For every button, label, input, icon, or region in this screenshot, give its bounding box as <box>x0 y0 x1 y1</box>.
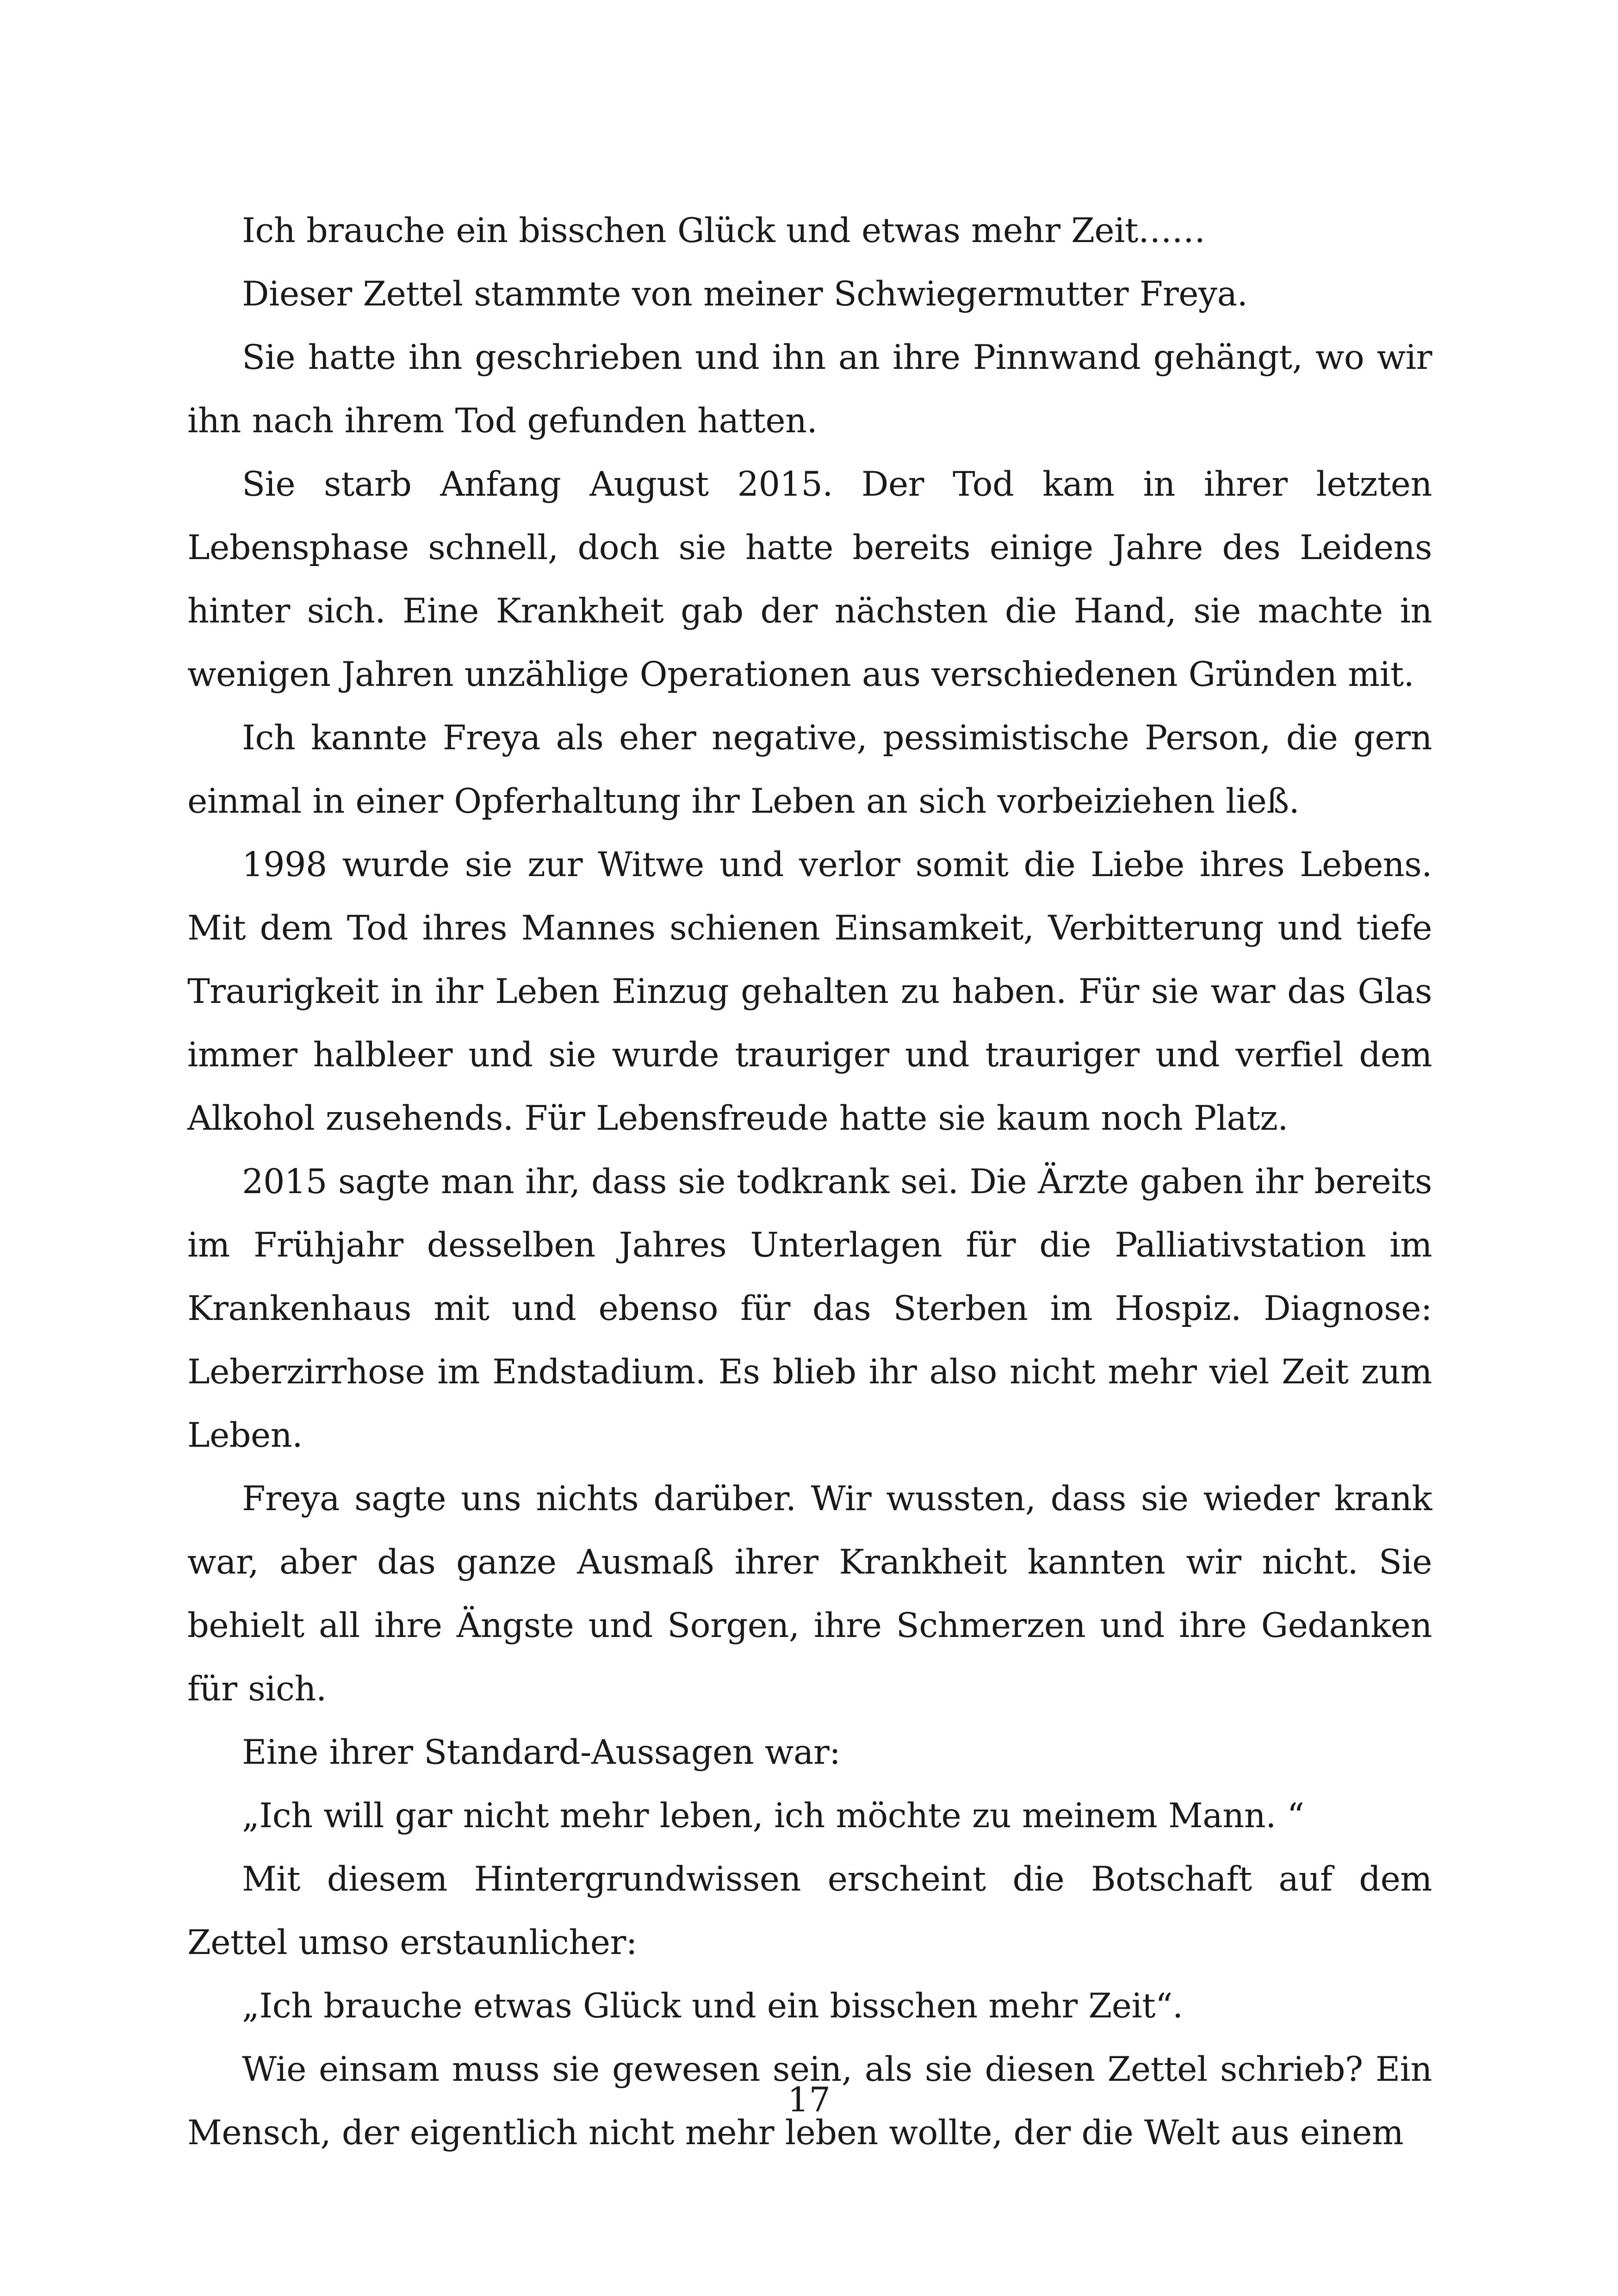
paragraph: „Ich will gar nicht mehr leben, ich möchte zu meinem Mann. “ <box>242 1796 1304 1836</box>
paragraph: Sie hatte ihn geschrieben und ihn an ihre Pinnwand gehängt, wo wir ihn nach ihrem Tod gefunden hatten. <box>187 338 1432 441</box>
paragraph: Freya sagte uns nichts darüber. Wir wussten, dass sie wieder krank war, aber das ganze Ausmaß ihrer Krankheit kannten wir nicht. Sie behielt all ihre Ängste und Sorgen, ihre Schmerzen und ihre Gedanken für sich. <box>187 1479 1432 1709</box>
paragraph: 1998 wurde sie zur Witwe und verlor somit die Liebe ihres Lebens. Mit dem Tod ihres Mannes schienen Einsamkeit, Verbitterung und tiefe Traurigkeit in ihr Leben Einzug gehalten zu haben. Für sie war das Glas immer halbleer und sie wurde trauriger und trauriger und verfiel dem Alkohol zusehends. Für Lebensfreude hatte sie kaum noch Platz. <box>187 845 1432 1138</box>
paragraph: Ich kannte Freya als eher negative, pessimistische Person, die gern einmal in einer Opferhaltung ihr Leben an sich vorbeiziehen ließ. <box>187 718 1432 821</box>
paragraph: Wie einsam muss sie gewesen sein, als sie diesen Zettel schrieb? Ein Mensch, der eigentlich nicht mehr leben wollte, der die Welt aus einem <box>187 2050 1432 2153</box>
page-number: 17 <box>787 2080 831 2120</box>
paragraph: „Ich brauche etwas Glück und ein bisschen mehr Zeit“. <box>242 1986 1183 2026</box>
paragraph: Sie starb Anfang August 2015. Der Tod kam in ihrer letzten Lebensphase schnell, doch sie hatte bereits einige Jahre des Leidens hinter sich. Eine Krankheit gab der nächsten die Hand, sie machte in wenigen Jahren unzählige Operationen aus verschiedenen Gründen mit. <box>187 465 1432 694</box>
paragraph: Ich brauche ein bisschen Glück und etwas mehr Zeit…… <box>242 211 1205 250</box>
paragraph: Mit diesem Hintergrundwissen erscheint die Botschaft auf dem Zettel umso erstaunlicher: <box>187 1860 1432 1962</box>
paragraph: Dieser Zettel stammte von meiner Schwiegermutter Freya. <box>242 274 1248 314</box>
body-text <box>187 199 1432 2165</box>
paragraph: 2015 sagte man ihr, dass sie todkrank sei. Die Ärzte gaben ihr bereits im Frühjahr desselben Jahres Unterlagen für die Palliativstation im Krankenhaus mit und ebenso für das Sterben im Hospiz. Diagnose: Leberzirrhose im Endstadium. Es blieb ihr also nicht mehr viel Zeit zum Leben. <box>187 1162 1432 1455</box>
paragraph: Eine ihrer Standard-Aussagen war: <box>242 1733 841 1772</box>
